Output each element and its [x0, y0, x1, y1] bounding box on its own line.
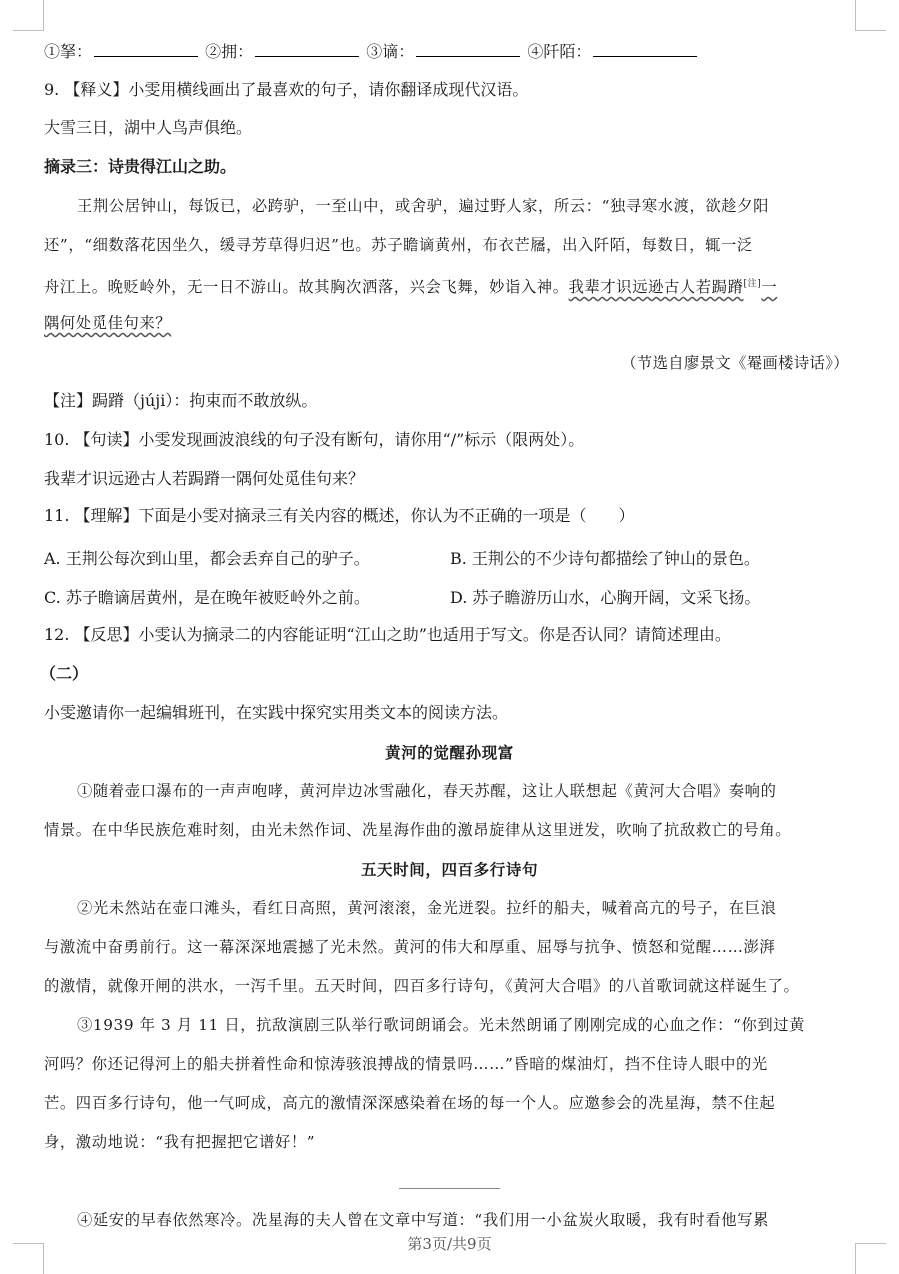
answer-blank-1[interactable] — [94, 40, 198, 57]
article-title: 黄河的觉醒孙现富 — [385, 743, 514, 762]
article-p3-line2: 河吗？你还记得河上的船夫拼着性命和惊涛骇浪搏战的情景吗……”昏暗的煤油灯，挡不住诗人眼中的光 — [44, 1055, 768, 1073]
q11-option-a[interactable]: A. 王荆公每次到山里，都会丢弃自己的驴子。 — [44, 549, 370, 568]
excerpt3-line-4 — [44, 312, 856, 334]
q11-option-d[interactable]: D. 苏子瞻游历山水，心胸开阔，文采飞扬。 — [450, 588, 761, 607]
page-number: 第3页/共9页 — [407, 1235, 492, 1253]
q12-stem: 12. 【反思】小雯认为摘录二的内容能证明“江山之助”也适用于写文。你是否认同？请简述理由。 — [44, 625, 731, 644]
part2-label: （二） — [40, 664, 89, 683]
excerpt3-line-3 — [44, 273, 856, 298]
crop-mark-top-left — [13, 0, 44, 31]
article-p1-line2: 情景。在中华民族危难时刻，由光未然作词、冼星海作曲的激昂旋律从这里迸发，吹响了抗敌救亡的号角。 — [44, 821, 792, 839]
excerpt3-heading: 摘录三：诗贵得江山之助。 — [44, 157, 237, 176]
article-p1-line1: ①随着壶口瀑布的一声声咆哮，黄河岸边冰雪融化，春天苏醒，这让人联想起《黄河大合唱》奏响的 — [77, 782, 777, 800]
vocab-item-2: ②拥： — [205, 42, 254, 61]
q10-sentence: 我辈才识远逊古人若跼蹐一隅何处觅佳句来？ — [44, 469, 365, 488]
article-p3-line4: 身，激动地说：“我有把握把它谱好！” — [44, 1133, 316, 1151]
vocab-item-1: ①拏： — [44, 42, 93, 61]
wavy-sentence-part3: 隅何处觅佳句来？ — [44, 314, 172, 332]
footer-divider — [399, 1188, 500, 1189]
article-p4-line1: ④延安的早春依然寒冷。冼星海的夫人曾在文章中写道：“我们用一小盆炭火取暖，我有时看他写累 — [77, 1211, 769, 1229]
article-subtitle: 五天时间，四百多行诗句 — [360, 860, 539, 879]
article-p2-line2: 与激流中奋勇前行。这一幕深深地震撼了光未然。黄河的伟大和厚重、屈辱与抗争、愤怒和觉醒……澎湃 — [44, 938, 776, 956]
excerpt3-source: （节选自廖景文《罨画楼诗话》） — [621, 354, 849, 372]
answer-blank-2[interactable] — [255, 40, 359, 57]
q9-stem: 9. 【释义】小雯用横线画出了最喜欢的句子，请你翻译成现代汉语。 — [44, 80, 529, 99]
vocab-item-4: ④阡陌： — [527, 42, 592, 61]
q10-stem: 10. 【句读】小雯发现画波浪线的句子没有断句，请你用“/”标示（限两处）。 — [44, 430, 585, 449]
q9-sentence: 大雪三日，湖中人鸟声俱绝。 — [44, 118, 253, 137]
excerpt3-line-1: 王荆公居钟山，每饭已，必跨驴，一至山中，或舍驴，遍过野人家，所云：“独寻寒水渡，欲趁夕阳 — [77, 197, 769, 215]
excerpt3-line-2: 还”，“细数落花因坐久，缓寻芳草得归迟”也。苏子瞻谪黄州，布衣芒屩，出入阡陌，每数日，辄一泛 — [44, 236, 753, 254]
vocab-line — [44, 40, 699, 63]
article-p2-line3: 的激情，就像开闸的洪水，一泻千里。五天时间，四百多行诗句，《黄河大合唱》的八首歌词就这样诞生了。 — [44, 977, 800, 995]
excerpt3-line-3-text: 舟江上。晚贬岭外，无一日不游山。故其胸次洒落，兴会飞舞，妙诣入神。 — [44, 278, 569, 297]
excerpt3-note: 【注】跼蹐（júji）：拘束而不敢放纵。 — [44, 391, 318, 410]
part2-intro: 小雯邀请你一起编辑班刊，在实践中探究实用类文本的阅读方法。 — [44, 703, 509, 722]
q11-stem: 11. 【理解】下面是小雯对摘录三有关内容的概述，你认为不正确的一项是（ ） — [44, 506, 635, 525]
note-marker: [注] — [743, 279, 762, 289]
wavy-sentence-part1: 我辈才识远逊古人若跼蹐 — [568, 278, 744, 297]
wavy-sentence-part2: 一 — [761, 278, 778, 297]
q11-option-c[interactable]: C. 苏子瞻谪居黄州，是在晚年被贬岭外之前。 — [44, 588, 370, 607]
article-p2-line1: ②光未然站在壶口滩头，看红日高照，黄河滚滚，金光迸裂。拉纤的船夫，喊着高亢的号子，在巨浪 — [77, 899, 777, 917]
q11-option-b[interactable]: B. 王荆公的不少诗句都描绘了钟山的景色。 — [450, 549, 760, 568]
article-p3-line3: 芒。四百多行诗句，他一气呵成，高亢的激情深深感染着在场的每一个人。应邀参会的冼星海，禁不住起 — [44, 1094, 776, 1112]
article-p3-line1: ③1939 年 3 月 11 日，抗敌演剧三队举行歌词朗诵会。光未然朗诵了刚刚完成的心血之作：“你到过黄 — [77, 1016, 806, 1034]
answer-blank-3[interactable] — [416, 40, 520, 57]
answer-blank-4[interactable] — [593, 40, 697, 57]
crop-mark-top-right — [855, 0, 886, 31]
vocab-item-3: ③谪： — [366, 42, 415, 61]
